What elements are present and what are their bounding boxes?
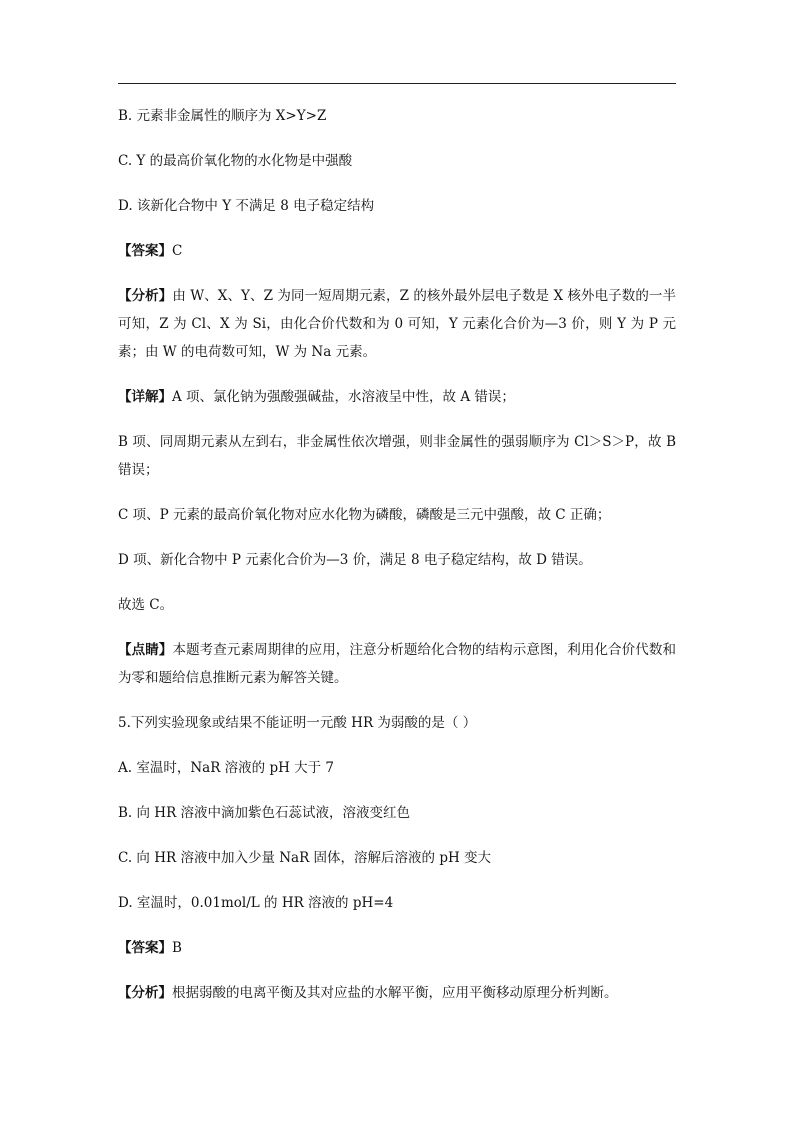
q4-detail-c: C 项、P 元素的最高价氧化物对应水化物为磷酸，磷酸是三元中强酸，故 C 正确； bbox=[118, 507, 611, 523]
q4-option-b: B. 元素非金属性的顺序为 X>Y>Z bbox=[118, 108, 327, 124]
answer-tag: 【答案】 bbox=[118, 940, 172, 956]
q4-detail-d: D 项、新化合物中 P 元素化合价为—3 价，满足 8 电子稳定结构，故 D 错误。 bbox=[118, 552, 592, 568]
q5-option-b: B. 向 HR 溶液中滴加紫色石蕊试液，溶液变红色 bbox=[118, 805, 411, 821]
q5-answer: 【答案】B bbox=[118, 940, 182, 956]
comment-tag: 【点睛】 bbox=[118, 642, 173, 658]
q4-detail-b: B 项、同周期元素从左到右，非金属性依次增强，则非金属性的强弱顺序为 Cl＞S＞P，故 B 错误； bbox=[118, 434, 676, 478]
q5-option-c: C. 向 HR 溶液中加入少量 NaR 固体，溶解后溶液的 pH 变大 bbox=[118, 850, 492, 866]
q4-conclusion: 故选 C。 bbox=[118, 597, 174, 613]
answer-tag: 【答案】 bbox=[118, 243, 172, 259]
q5-option-d: D. 室温时，0.01mol/L 的 HR 溶液的 pH=4 bbox=[118, 895, 394, 911]
analysis-tag: 【分析】 bbox=[118, 288, 173, 304]
detail-tag: 【详解】 bbox=[118, 389, 172, 405]
q4-detail-a: 【详解】A 项、氯化钠为强酸强碱盐，水溶液呈中性，故 A 错误； bbox=[118, 389, 515, 405]
q4-option-c: C. Y 的最高价氧化物的水化物是中强酸 bbox=[118, 153, 353, 169]
q4-answer: 【答案】C bbox=[118, 243, 183, 259]
q5-option-a: A. 室温时，NaR 溶液的 pH 大于 7 bbox=[118, 760, 335, 776]
q4-option-d: D. 该新化合物中 Y 不满足 8 电子稳定结构 bbox=[118, 198, 375, 214]
q5-stem: 5.下列实验现象或结果不能证明一元酸 HR 为弱酸的是（ ） bbox=[118, 715, 477, 731]
header-rule bbox=[118, 83, 676, 84]
q5-analysis: 【分析】根据弱酸的电离平衡及其对应盐的水解平衡，应用平衡移动原理分析判断。 bbox=[118, 985, 618, 1001]
document-body bbox=[118, 102, 676, 1024]
q4-comment: 【点睛】本题考查元素周期律的应用，注意分析题给化合物的结构示意图，利用化合价代数和为零和题给信息推断元素为解答关键。 bbox=[118, 642, 677, 686]
q4-analysis: 【分析】由 W、X、Y、Z 为同一短周期元素，Z 的核外最外层电子数是 X 核外电子数的一半可知，Z 为 Cl、X 为 Si，由化合价代数和为 0 可知，Y 元素化合价为—3 价，则 Y 为 P 元素；由 W 的电荷数可知，W 为 Na 元素。 bbox=[118, 288, 676, 360]
analysis-tag: 【分析】 bbox=[118, 985, 172, 1001]
